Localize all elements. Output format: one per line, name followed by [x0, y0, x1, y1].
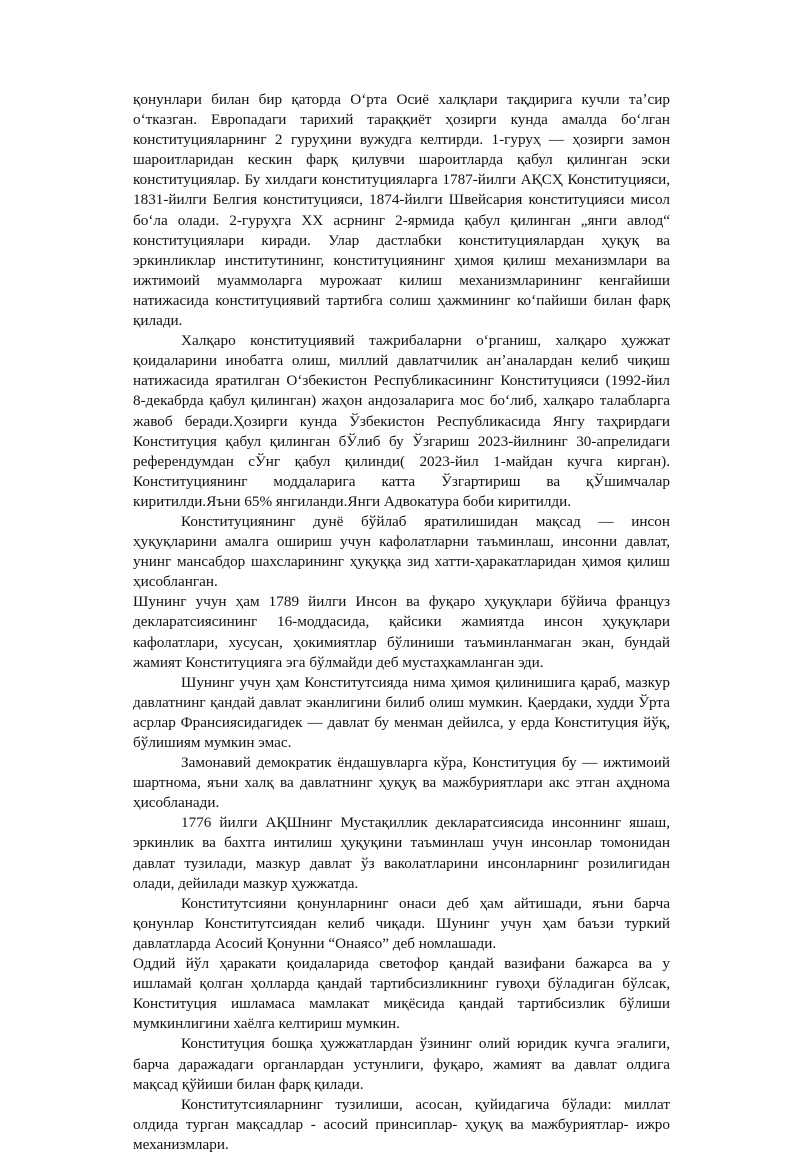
paragraph-8: Конститутсияни қонунларнинг онаси деб ҳам айтишади, яъни барча қонунлар Конститутсиядан келиб чиқади. Шунинг учун ҳам баъзи туркий давлатларда Асосий Қонунни “Онаясо” деб номлашади.: [133, 894, 670, 952]
paragraph-1: қонунлари билан бир қаторда Оʻрта Осиё халқлари тақдирига кучли таʼсир оʻтказган. Европадаги тарихий тараққиёт ҳозирги кунда амалда боʻлган конституцияларнинг 2 гуруҳини вужудга келтирди. 1-гуруҳ — ҳозирги замон шароитларидан кескин фарқ қилувчи шароитларда қабул қилинган эски конституциялар. Бу хилдаги конституцияларга 1787-йилги АҚСҲ Конституцияси, 1831-йилги Белгия конституцияси, 1874-йилги Швейсария конституцияси мисол боʻла олади. 2-гуруҳга XX асрнинг 2-ярмида қабул қилинган „янги авлод“ конституциялари киради. Улар дастлабки конституциялардан ҳуқуқ ва эркинликлар институтининг, конституциянинг ҳимоя қилиш механизмлари ва ижтимоий муаммоларга мурожаат килиш механизмларининг кенгайиши натижасида конституциявий тартибга солиш ҳажмининг коʻпайиши билан фарқ қилади.: [133, 91, 670, 330]
paragraph-10: Конституция бошқа ҳужжатлардан ўзининг олий юридик кучга эгалиги, барча даражадаги органлардан устунлиги, фуқаро, жамият ва давлат олдига мақсад қўйиши билан фарқ қилади.: [133, 1035, 670, 1093]
paragraph-11: Конститутсияларнинг тузилиши, асосан, қуйидагича бўлади: миллат олдида турган мақсадлар - асосий принсиплар- ҳуқуқ ва мажбуриятлар- ижро механизмлари.: [133, 1095, 670, 1153]
document-body: [133, 90, 670, 1155]
paragraph-5: Шунинг учун ҳам Конститутсияда нима ҳимоя қилинишига қараб, мазкур давлатнинг қандай давлат эканлигини билиб олиш мумкин. Қаердаки, худди Ўрта асрлар Франсиясидагидек — давлат бу менман дейилса, у ерда Конституция йўқ, бўлишиям мумкин эмас.: [133, 673, 670, 751]
paragraph-9: Оддий йўл ҳаракати қоидаларида светофор қандай вазифани бажарса ва у ишламай қолган ҳолларда қандай тартибсизликнинг гувоҳи бўладиган бўлсак, Конституция ишламаса мамлакат миқёсида қандай тартибсизлик бўлиши мумкинлигини хаёлга келтириш мумкин.: [133, 955, 670, 1033]
paragraph-3: Конституциянинг дунё бўйлаб яратилишидан мақсад — инсон ҳуқуқларини амалга ошириш учун кафолатларни таъминлаш, инсонни давлат, унинг мансабдор шахсларининг ҳуқуққа зид хатти-ҳаракатларидан ҳимоя қилиш ҳисобланган.: [133, 512, 670, 591]
paragraph-7: 1776 йилги АҚШнинг Мустақиллик декларатсиясида инсоннинг яшаш, эркинлик ва бахтга интилиш ҳуқуқини таъминлаш учун инсонлар томонидан давлат тузилади, мазкур давлат ўз ваколатларини инсонларнинг розилигидан олади, дейилади мазкур ҳужжатда.: [133, 814, 670, 892]
paragraph-2: Халқаро конституциявий тажрибаларни оʻрганиш, халқаро ҳужжат қоидаларини инобатга олиш, миллий давлатчилик анʼаналардан келиб чиқиш натижасида яратилган Оʻзбекистон Республикасининг Конституцияси (1992-йил 8-декабрда қабул қилинган) жаҳон андозаларига мос боʻлиб, халқаро талабларга жавоб беради.Ҳозирги кунда Ўзбекистон Республикасида Янгу таҳрирдаги Конституция қабул қилинган бЎлиб бу Ўзгариш 2023-йилнинг 30-апрелидаги референдумдан сЎнг қабул қилинди( 2023-йил 1-майдан кучга кирган). Конституциянинг моддаларига катта Ўзгартириш ва қЎшимчалар киритилди.Яъни 65% янгиланди.Янги Адвокатура боби киритилди.: [133, 332, 670, 510]
paragraph-4: Шунинг учун ҳам 1789 йилги Инсон ва фуқаро ҳуқуқлари бўйича француз декларатсиясининг 16-моддасида, қайсики жамиятда инсон ҳуқуқлари кафолатлари, хусусан, ҳокимиятлар бўлиниши таъминланмаган экан, бундай жамият Конституцияга эга бўлмайди деб мустаҳкамланган эди.: [133, 593, 670, 671]
paragraph-6: Замонавий демократик ёндашувларга кўра, Конституция бу — ижтимоий шартнома, яъни халқ ва давлатнинг ҳуқуқ ва мажбуриятлари акс этган аҳднома ҳисобланади.: [133, 754, 670, 812]
